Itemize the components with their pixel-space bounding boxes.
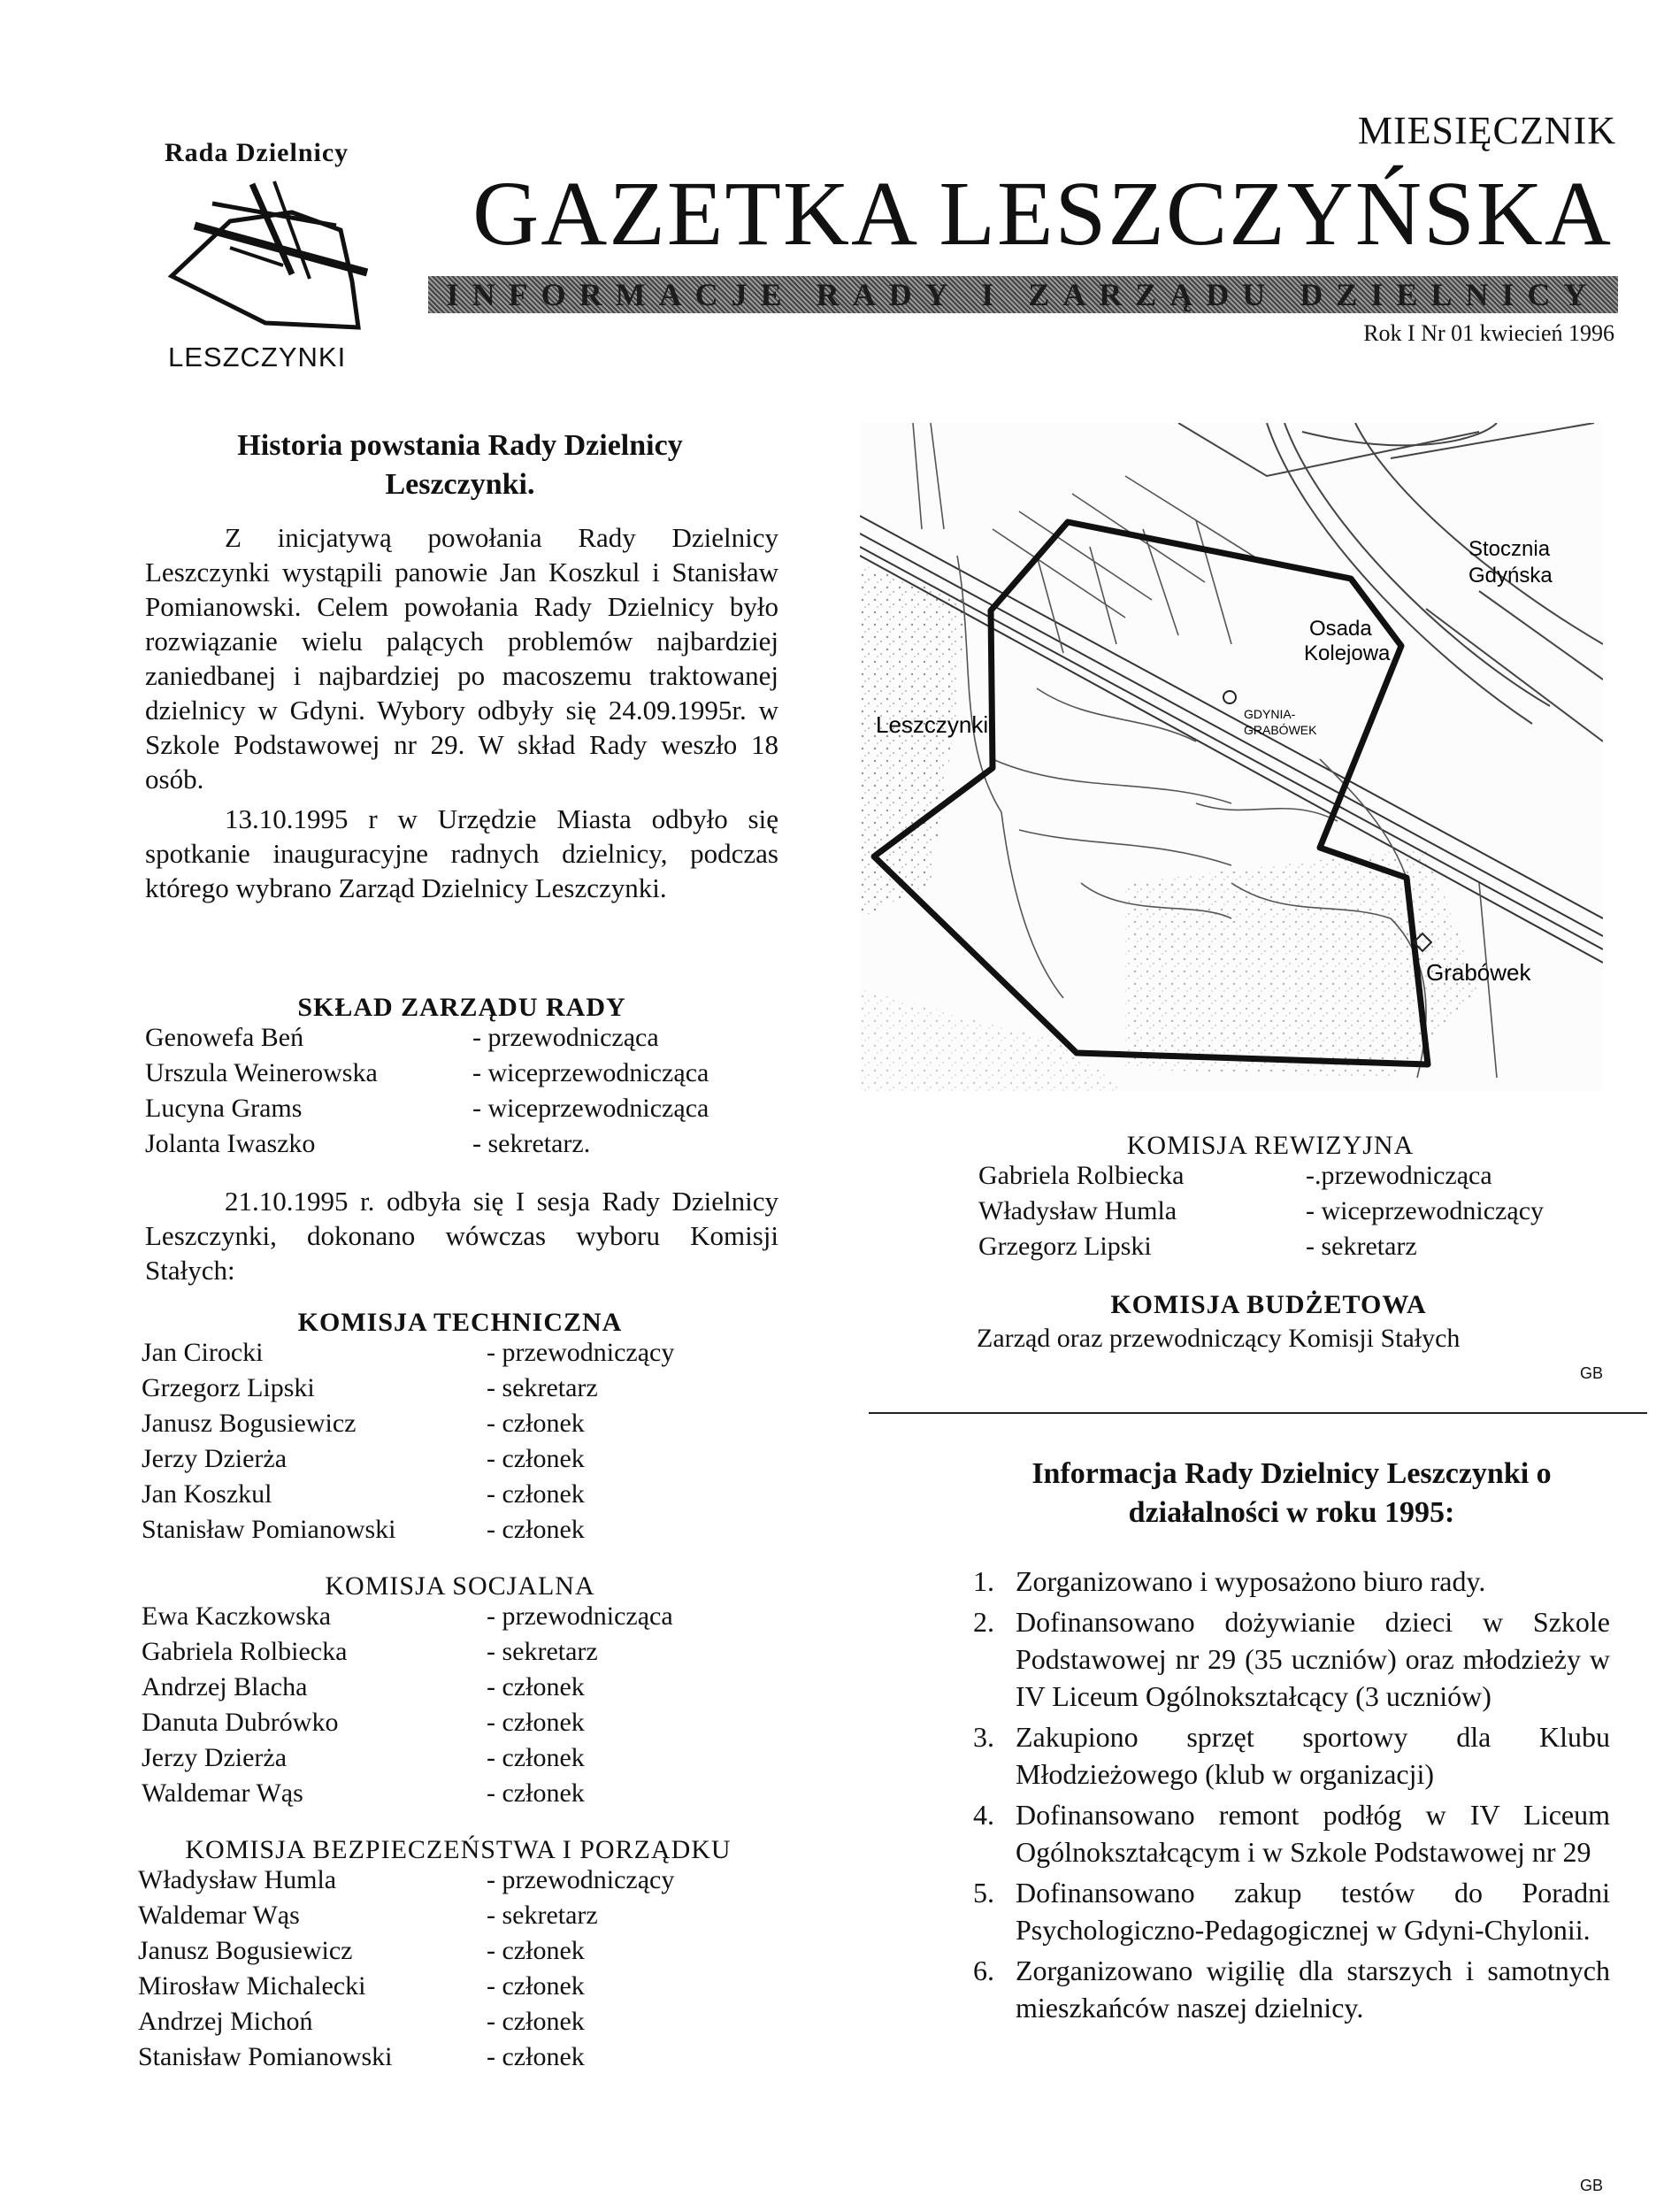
member-row	[142, 1515, 778, 1550]
informacja-item-text: Dofinansowano remont podłóg w IV Liceum Ogólnokształcącym i w Szkole Podstawowej nr 29	[1016, 1799, 1610, 1868]
map-label-osada-2: Kolejowa	[1304, 641, 1391, 665]
member-name: Ewa Kaczkowska	[142, 1601, 332, 1631]
member-name: Mirosław Michalecki	[138, 1971, 366, 2001]
informacja-item-number: 4.	[973, 1799, 994, 1831]
member-role: -.przewodnicząca	[1306, 1161, 1492, 1190]
komisja-techniczna-list	[142, 1338, 778, 1550]
member-row	[142, 1338, 778, 1373]
komisja-techniczna-section	[142, 1308, 778, 1550]
member-name: Danuta Dubrówko	[142, 1708, 339, 1737]
member-row	[145, 1058, 778, 1094]
history-heading-line2: Leszczynki.	[385, 468, 535, 501]
komisja-bezpieczenstwa-list	[138, 1865, 778, 2078]
member-row	[142, 1373, 778, 1409]
session-paragraph: 21.10.1995 r. odbyła się I sesja Rady Dzielnicy Leszczynki, dokonano wówczas wyboru Komisji Stałych:	[145, 1186, 778, 1286]
member-name: Gabriela Rolbiecka	[978, 1161, 1185, 1190]
member-row	[142, 1409, 778, 1444]
member-name: Gabriela Rolbiecka	[142, 1637, 348, 1666]
member-role: - członek	[487, 1672, 585, 1701]
informacja-section	[973, 1455, 1610, 2030]
member-name: Janusz Bogusiewicz	[142, 1409, 357, 1438]
member-row	[978, 1232, 1598, 1267]
member-name: Jan Koszkul	[142, 1479, 272, 1509]
issue-info: Rok I Nr 01 kwiecień 1996	[1363, 320, 1614, 346]
member-row	[138, 1936, 778, 1971]
member-name: Waldemar Wąs	[138, 1901, 300, 1930]
member-row	[145, 1129, 778, 1164]
member-row	[138, 2007, 778, 2042]
member-name: Jan Cirocki	[142, 1338, 264, 1367]
member-role: - członek	[487, 1515, 585, 1544]
zarzad-list	[145, 1023, 778, 1164]
member-role: - członek	[487, 2042, 585, 2071]
member-role: - członek	[487, 1444, 585, 1473]
informacja-item	[973, 1718, 1610, 1793]
komisja-budzetowa-text: Zarząd oraz przewodniczący Komisji Stałych	[977, 1324, 1461, 1353]
komisja-socjalna-list	[142, 1601, 778, 1814]
member-row	[978, 1196, 1598, 1232]
member-name: Władysław Humla	[978, 1196, 1177, 1225]
komisja-budzetowa-section	[977, 1290, 1614, 1354]
map-label-stocznia-1: Stocznia	[1468, 537, 1551, 561]
logo-top-text: Rada Dzielnicy	[165, 138, 349, 167]
member-role: - sekretarz	[487, 1637, 598, 1666]
member-name: Andrzej Michoń	[138, 2007, 313, 2036]
komisja-budzetowa-title: KOMISJA BUDŻETOWA	[1110, 1290, 1427, 1319]
history-section	[142, 426, 778, 905]
member-role: - sekretarz.	[472, 1129, 591, 1158]
informacja-item-text: Zorganizowano i wyposażono biuro rady.	[1016, 1565, 1486, 1597]
district-map	[860, 423, 1603, 1091]
session-paragraph-wrap	[145, 1184, 778, 1287]
map-label-gdynia-2: GRABÓWEK	[1244, 723, 1317, 737]
komisja-socjalna-title: KOMISJA SOCJALNA	[325, 1571, 595, 1601]
informacja-heading-line1: Informacja Rady Dzielnicy Leszczynki o	[1031, 1457, 1552, 1490]
map-label-stocznia-2: Gdyńska	[1468, 564, 1553, 588]
member-role: - członek	[487, 1743, 585, 1772]
informacja-item	[973, 1796, 1610, 1870]
member-name: Genowefa Beń	[145, 1023, 304, 1052]
member-row	[142, 1479, 778, 1515]
member-row	[138, 1901, 778, 1936]
map-label-leszczynki: Leszczynki	[876, 711, 989, 738]
komisja-rewizyjna-list	[978, 1161, 1598, 1267]
map-label-osada-1: Osada	[1309, 617, 1372, 641]
komisja-techniczna-title: KOMISJA TECHNICZNA	[297, 1308, 623, 1337]
member-role: - sekretarz	[1306, 1232, 1417, 1261]
signature-gb-1: GB	[1580, 1364, 1604, 1382]
komisja-rewizyjna-title: KOMISJA REWIZYJNA	[1126, 1131, 1415, 1160]
member-name: Jerzy Dzierża	[142, 1743, 288, 1772]
informacja-item-number: 3.	[973, 1721, 994, 1753]
member-name: Jolanta Iwaszko	[145, 1129, 316, 1158]
informacja-item	[973, 1952, 1610, 2026]
informacja-item-number: 1.	[973, 1565, 994, 1597]
member-row	[142, 1672, 778, 1708]
member-name: Waldemar Wąs	[142, 1778, 303, 1808]
informacja-item-text: Zorganizowano wigilię dla starszych i samotnych mieszkańców naszej dzielnicy.	[1016, 1955, 1610, 2024]
informacja-item-number: 6.	[973, 1955, 994, 1986]
section-divider	[869, 1412, 1647, 1414]
member-role: - członek	[487, 1971, 585, 2001]
member-role: - przewodniczący	[487, 1865, 675, 1894]
member-name: Jerzy Dzierża	[142, 1444, 288, 1473]
informacja-item-text: Dofinansowano zakup testów do Poradni Psychologiczno-Pedagogicznej w Gdyni-Chylonii.	[1016, 1877, 1610, 1946]
member-row	[138, 2042, 778, 2078]
member-row	[145, 1023, 778, 1058]
member-role: - wiceprzewodniczący	[1306, 1196, 1545, 1225]
member-role: - członek	[487, 1936, 585, 1965]
komisja-rewizyjna-section	[978, 1131, 1598, 1267]
member-name: Stanisław Pomianowski	[138, 2042, 393, 2071]
member-name: Władysław Humla	[138, 1865, 337, 1894]
komisja-bezpieczenstwa-title: KOMISJA BEZPIECZEŃSTWA I PORZĄDKU	[185, 1835, 732, 1864]
history-paragraph-1: Z inicjatywą powołania Rady Dzielnicy Leszczynki wystąpili panowie Jan Koszkul i Stanisław Pomianowski. Celem powołania Rady Dzielnicy było rozwiązanie wielu palących problemów najbardziej zaniedbanej i najbardziej po macoszemu traktowanej dzielnicy w Gdyni. Wybory odbyły się 24.09.1995r. w Szkole Podstawowej nr 29. W skład Rady weszło 18 osób.	[145, 522, 778, 795]
member-name: Lucyna Grams	[145, 1094, 303, 1123]
map-label-gdynia-1: GDYNIA-	[1244, 707, 1296, 721]
logo-bottom-text: LESZCZYNKI	[168, 342, 347, 373]
member-name: Grzegorz Lipski	[142, 1373, 315, 1402]
informacja-list	[973, 1563, 1610, 2026]
member-name: Urszula Weinerowska	[145, 1058, 378, 1087]
member-role: - przewodnicząca	[472, 1023, 659, 1052]
member-row	[145, 1094, 778, 1129]
informacja-item-number: 2.	[973, 1606, 994, 1638]
informacja-heading-line2: działalności w roku 1995:	[1128, 1496, 1455, 1529]
newspaper-title: GAZETKA LESZCZYŃSKA	[472, 163, 1613, 265]
informacja-item-text: Zakupiono sprzęt sportowy dla Klubu Młodzieżowego (klub w organizacji)	[1016, 1721, 1610, 1790]
member-row	[142, 1743, 778, 1778]
member-role: - przewodniczący	[487, 1338, 675, 1367]
member-name: Andrzej Blacha	[142, 1672, 308, 1701]
member-row	[138, 1865, 778, 1901]
district-map-drawing	[860, 423, 1603, 1091]
member-role: - członek	[487, 1708, 585, 1737]
history-paragraph-2: 13.10.1995 r w Urzędzie Miasta odbyło się spotkanie inauguracyjne radnych dzielnicy, podczas którego wybrano Zarząd Dzielnicy Leszczynki.	[145, 803, 778, 903]
member-name: Grzegorz Lipski	[978, 1232, 1152, 1261]
member-row	[142, 1637, 778, 1672]
map-label-grabowek: Grabówek	[1426, 959, 1531, 986]
member-row	[142, 1601, 778, 1637]
zarzad-section	[145, 993, 778, 1164]
member-role: - wiceprzewodnicząca	[472, 1094, 709, 1123]
member-row	[142, 1778, 778, 1814]
history-heading-line1: Historia powstania Rady Dzielnicy	[237, 429, 683, 462]
member-role: - członek	[487, 1409, 585, 1438]
frequency-label: MIESIĘCZNIK	[1357, 109, 1616, 152]
member-role: - członek	[487, 2007, 585, 2036]
member-name: Janusz Bogusiewicz	[138, 1936, 353, 1965]
member-role: - sekretarz	[487, 1901, 598, 1930]
member-role: - przewodnicząca	[487, 1601, 673, 1631]
signature-gb-2: GB	[1580, 2177, 1604, 2194]
member-role: - członek	[487, 1479, 585, 1509]
district-logo-icon	[159, 177, 372, 336]
member-row	[142, 1708, 778, 1743]
member-row	[978, 1161, 1598, 1196]
member-name: Stanisław Pomianowski	[142, 1515, 396, 1544]
subtitle-band: INFORMACJE RADY I ZARZĄDU DZIELNICY	[428, 276, 1618, 313]
informacja-item	[973, 1603, 1610, 1715]
informacja-item-number: 5.	[973, 1877, 994, 1909]
komisja-bezpieczenstwa-section	[138, 1835, 778, 2078]
member-row	[138, 1971, 778, 2007]
member-role: - sekretarz	[487, 1373, 598, 1402]
member-role: - członek	[487, 1778, 585, 1808]
informacja-item	[973, 1563, 1610, 1600]
komisja-socjalna-section	[142, 1571, 778, 1814]
informacja-item-text: Dofinansowano dożywianie dzieci w Szkole Podstawowej nr 29 (35 uczniów) oraz młodzieży w IV Liceum Ogólnokształcący (3 uczniów)	[1016, 1606, 1610, 1712]
member-role: - wiceprzewodnicząca	[472, 1058, 709, 1087]
zarzad-title: SKŁAD ZARZĄDU RADY	[297, 993, 626, 1022]
informacja-item	[973, 1874, 1610, 1948]
member-row	[142, 1444, 778, 1479]
